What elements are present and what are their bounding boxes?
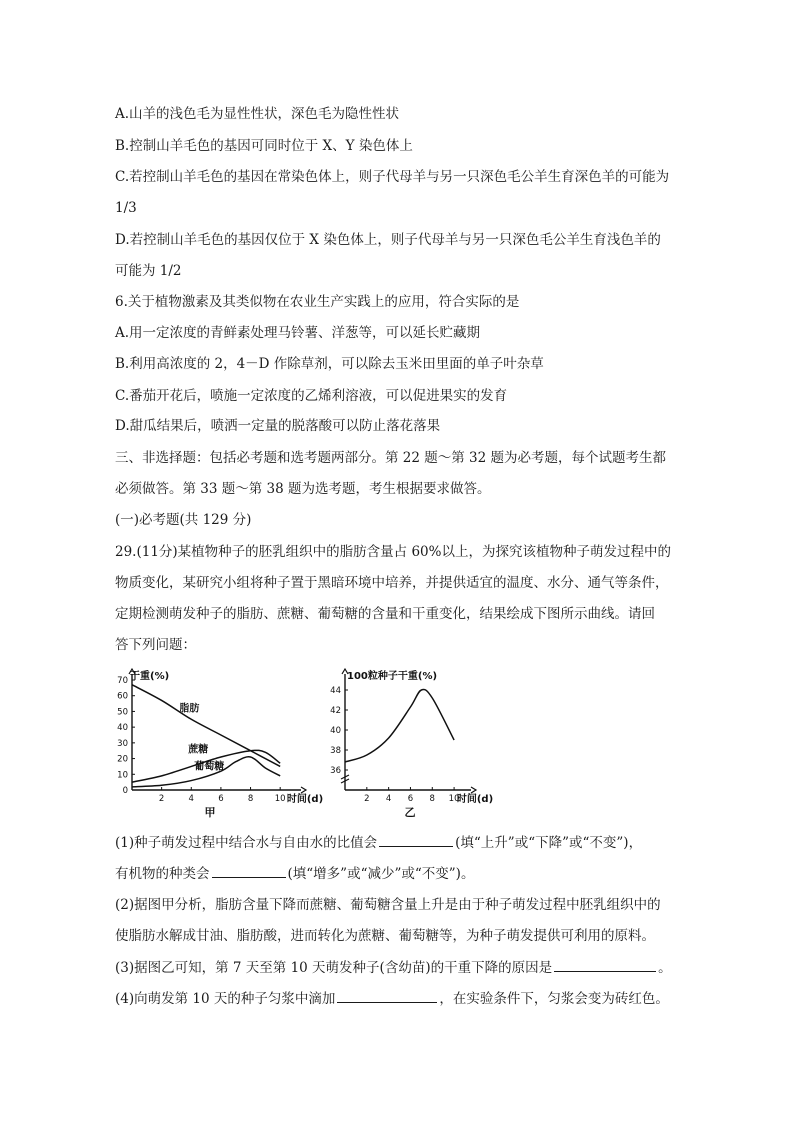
option-c: C.若控制山羊毛色的基因在常染色体上，则子代母羊与另一只深色毛公羊生育深色羊的可能为 <box>115 169 670 185</box>
required-heading: (一)必考题(共 129 分) <box>115 512 252 528</box>
section-heading-cont: 必须做答。第 33 题～第 38 题为选考题，考生根据要求做答。 <box>115 481 491 497</box>
sub-question-3 <box>115 957 672 978</box>
sub-question-2: (2)据图甲分析，脂肪含量下降而蔗糖、葡萄糖含量上升是由于种子萌发过程中胚乳组织中的 <box>115 897 661 913</box>
chart-title: 甲 <box>204 806 216 819</box>
series-label: 蔗糖 <box>188 744 209 756</box>
y-tick-label: 20 <box>117 754 128 765</box>
q6-option-d: D.甜瓜结果后，喷洒一定量的脱落酸可以防止落花落果 <box>115 418 441 434</box>
q1-text-b: (填“上升”或“下降”或“不变”)， <box>455 835 643 851</box>
series-line-0 <box>345 689 454 762</box>
chart-yi <box>330 660 500 820</box>
series-label: 脂肪 <box>179 703 200 715</box>
sub-question-1 <box>115 832 642 853</box>
sub-question-4 <box>115 988 669 1009</box>
y-tick-label: 44 <box>330 686 341 696</box>
sub-question-1-cont <box>115 863 474 884</box>
question-29: 29.(11分)某植物种子的胚乳组织中的脂肪含量占 60%以上，为探究该植物种子萌发过程中的 <box>115 544 671 560</box>
x-tick-label: 4 <box>188 794 194 804</box>
question-6: 6.关于植物激素及其类似物在农业生产实践上的应用，符合实际的是 <box>115 294 520 310</box>
q4-text-b: ，在实验条件下，匀浆会变为砖红色。 <box>439 991 669 1007</box>
x-axis-arrow <box>301 787 306 793</box>
x-tick-label: 2 <box>158 794 165 804</box>
y-tick-label: 40 <box>117 723 128 734</box>
answer-blank-1[interactable] <box>379 832 453 847</box>
q3-text-b: 。 <box>658 960 672 976</box>
section-heading: 三、非选择题：包括必考题和选考题两部分。第 22 题～第 32 题为必考题，每个试题考生都 <box>115 450 667 466</box>
x-tick-label: 4 <box>385 794 392 804</box>
y-tick-label: 38 <box>330 746 341 756</box>
x-tick-label: 6 <box>218 794 224 804</box>
option-d: D.若控制山羊毛色的基因仅位于 X 染色体上，则子代母羊与另一只深色毛公羊生育浅色羊的 <box>115 232 661 248</box>
x-tick-label: 2 <box>364 794 370 804</box>
y-tick-label: 36 <box>330 766 341 776</box>
series-label: 葡萄糖 <box>194 761 225 773</box>
y-tick-label: 10 <box>117 770 128 781</box>
y-axis-label: 100粒种子干重(%) <box>347 671 438 682</box>
q1-text-c: 有机物的种类会 <box>115 866 210 882</box>
x-tick-label: 8 <box>429 794 435 804</box>
y-tick-label: 30 <box>117 738 128 749</box>
x-tick-label: 8 <box>247 794 254 804</box>
x-axis-label: 时间(d) <box>456 794 494 805</box>
question-29-l3: 定期检测萌发种子的脂肪、蔗糖、葡萄糖的含量和干重变化，结果绘成下图所示曲线。请回 <box>115 606 655 622</box>
y-axis-label: 干重(%) <box>130 671 170 682</box>
q6-option-c: C.番茄开花后，喷施一定浓度的乙烯利溶液，可以促进果实的发育 <box>115 388 508 404</box>
y-tick-label: 60 <box>117 691 128 702</box>
q3-text-a: (3)据图乙可知，第 7 天至第 10 天萌发种子(含幼苗)的干重下降的原因是 <box>115 960 553 976</box>
question-29-l4: 答下列问题： <box>115 637 196 653</box>
answer-blank-2[interactable] <box>212 863 286 878</box>
x-tick-label: 10 <box>274 794 286 804</box>
y-tick-label: 42 <box>330 706 341 716</box>
q1-text-a: (1)种子萌发过程中结合水与自由水的比值会 <box>115 835 378 851</box>
y-tick-label: 40 <box>330 726 341 736</box>
x-axis-label: 时间(d) <box>286 794 324 805</box>
question-29-l2: 物质变化，某研究小组将种子置于黑暗环境中培养，并提供适宜的温度、水分、通气等条件， <box>115 575 669 591</box>
q4-text-a: (4)向萌发第 10 天的种子匀浆中滴加 <box>115 991 336 1007</box>
q6-option-a: A.用一定浓度的青鲜素处理马铃薯、洋葱等，可以延长贮藏期 <box>115 325 481 341</box>
option-b: B.控制山羊毛色的基因可同时位于 X、Y 染色体上 <box>115 138 413 154</box>
y-tick-label: 0 <box>122 786 128 796</box>
y-tick-label: 70 <box>117 676 128 686</box>
y-tick-label: 50 <box>117 707 128 718</box>
x-tick-label: 6 <box>407 794 414 804</box>
chart-title: 乙 <box>404 806 416 819</box>
q1-text-d: (填“增多”或“减少”或“不变”)。 <box>287 866 475 882</box>
answer-blank-3[interactable] <box>554 957 656 972</box>
x-axis-arrow <box>471 787 476 793</box>
sub-question-2-cont: 使脂肪水解成甘油、脂肪酸，进而转化为蔗糖、葡萄糖等，为种子萌发提供可利用的原料。 <box>115 928 655 944</box>
q6-option-b: B.利用高浓度的 2，4－D 作除草剂，可以除去玉米田里面的单子叶杂草 <box>115 356 544 372</box>
x-tick-label: 10 <box>448 794 460 804</box>
option-d-cont: 可能为 1/2 <box>115 263 182 279</box>
chart-jia <box>110 660 330 820</box>
option-a: A.山羊的浅色毛为显性性状，深色毛为隐性性状 <box>115 106 400 122</box>
option-c-cont: 1/3 <box>115 200 137 216</box>
answer-blank-4[interactable] <box>337 988 437 1003</box>
